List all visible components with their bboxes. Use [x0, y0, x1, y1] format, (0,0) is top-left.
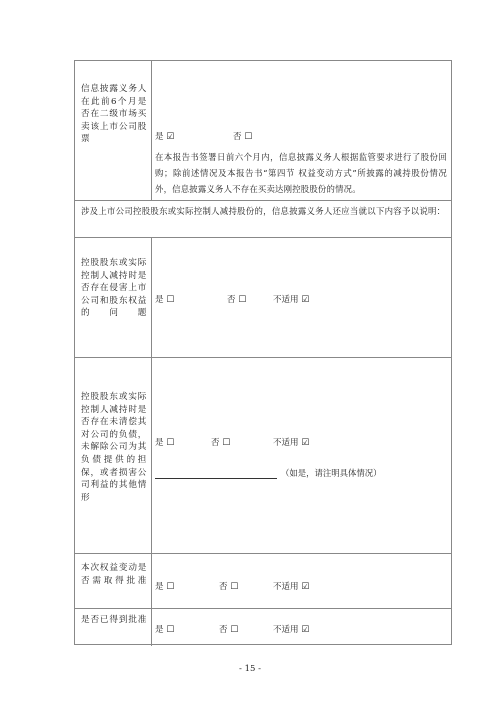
- not-applicable-label: 不适用: [273, 625, 299, 635]
- unchecked-checkbox-icon[interactable]: ☐: [222, 438, 231, 448]
- unchecked-checkbox-icon[interactable]: ☐: [166, 582, 175, 592]
- yes-label: 是: [155, 625, 164, 635]
- no-label: 否: [233, 132, 242, 142]
- harm-options: [155, 294, 355, 354]
- no-label: 否: [219, 625, 228, 635]
- yes-label: 是: [155, 582, 164, 592]
- disclosure-table: [74, 60, 452, 645]
- no-label: 否: [211, 438, 220, 448]
- no-label: 否: [227, 295, 236, 305]
- row-divider: [75, 553, 451, 554]
- checked-checkbox-icon[interactable]: ☑: [301, 438, 310, 448]
- checked-checkbox-icon[interactable]: ☑: [301, 582, 310, 592]
- details-note: （如是，请注明具体情况）: [281, 468, 382, 478]
- unchecked-checkbox-icon[interactable]: ☐: [244, 132, 253, 142]
- trading-description: 在本报告书签署日前六个月内，信息披露义务人根据监管要求进行了股份回购；除前述情况及本报告书“第四节 权益变动方式”所披露的减持股份情况外，信息披露义务人不存在买卖达刚控股股份的情况。: [155, 152, 447, 194]
- approved-options: [155, 624, 355, 684]
- not-applicable-label: 不适用: [273, 582, 299, 592]
- unchecked-checkbox-icon[interactable]: ☐: [166, 625, 175, 635]
- not-applicable-label: 不适用: [273, 438, 299, 448]
- approved-label: 是否已得到批准: [81, 615, 147, 625]
- details-blank-line[interactable]: [155, 478, 277, 479]
- intro-text: 涉及上市公司控股股东或实际控制人减持股份的，信息披露义务人还应当就以下内容予以说明：: [81, 206, 446, 216]
- checked-checkbox-icon[interactable]: ☑: [301, 295, 310, 305]
- page-number: - 15 -: [239, 664, 261, 674]
- yes-label: 是: [155, 295, 164, 305]
- approval-needed-label: 本次权益变动是否需取得批准: [81, 563, 147, 586]
- yes-label: 是: [155, 438, 164, 448]
- column-divider: [151, 237, 152, 646]
- trading-label: 信息披露义务人在此前6个月是否在二级市场买卖该上市公司股票: [81, 84, 147, 145]
- unchecked-checkbox-icon[interactable]: ☐: [166, 438, 175, 448]
- not-applicable-label: 不适用: [273, 295, 299, 305]
- no-label: 否: [219, 582, 228, 592]
- row-divider: [75, 357, 451, 358]
- unchecked-checkbox-icon[interactable]: ☐: [230, 582, 239, 592]
- unchecked-checkbox-icon[interactable]: ☐: [238, 295, 247, 305]
- row-divider: [75, 237, 451, 238]
- debt-label: 控股股东或实际控制人减持时是否存在未清偿其对公司的负债，未解除公司为其负债提供的担保，或者损害公司利益的其他情形: [81, 392, 147, 503]
- checked-checkbox-icon[interactable]: ☑: [166, 132, 175, 142]
- row-divider: [75, 200, 451, 201]
- column-divider: [151, 61, 152, 200]
- unchecked-checkbox-icon[interactable]: ☐: [230, 625, 239, 635]
- yes-label: 是: [155, 132, 164, 142]
- harm-label: 控股股东或实际控制人减持时是否存在侵害上市公司和股东权益的问题: [81, 258, 147, 319]
- checked-checkbox-icon[interactable]: ☑: [301, 625, 310, 635]
- unchecked-checkbox-icon[interactable]: ☐: [166, 295, 175, 305]
